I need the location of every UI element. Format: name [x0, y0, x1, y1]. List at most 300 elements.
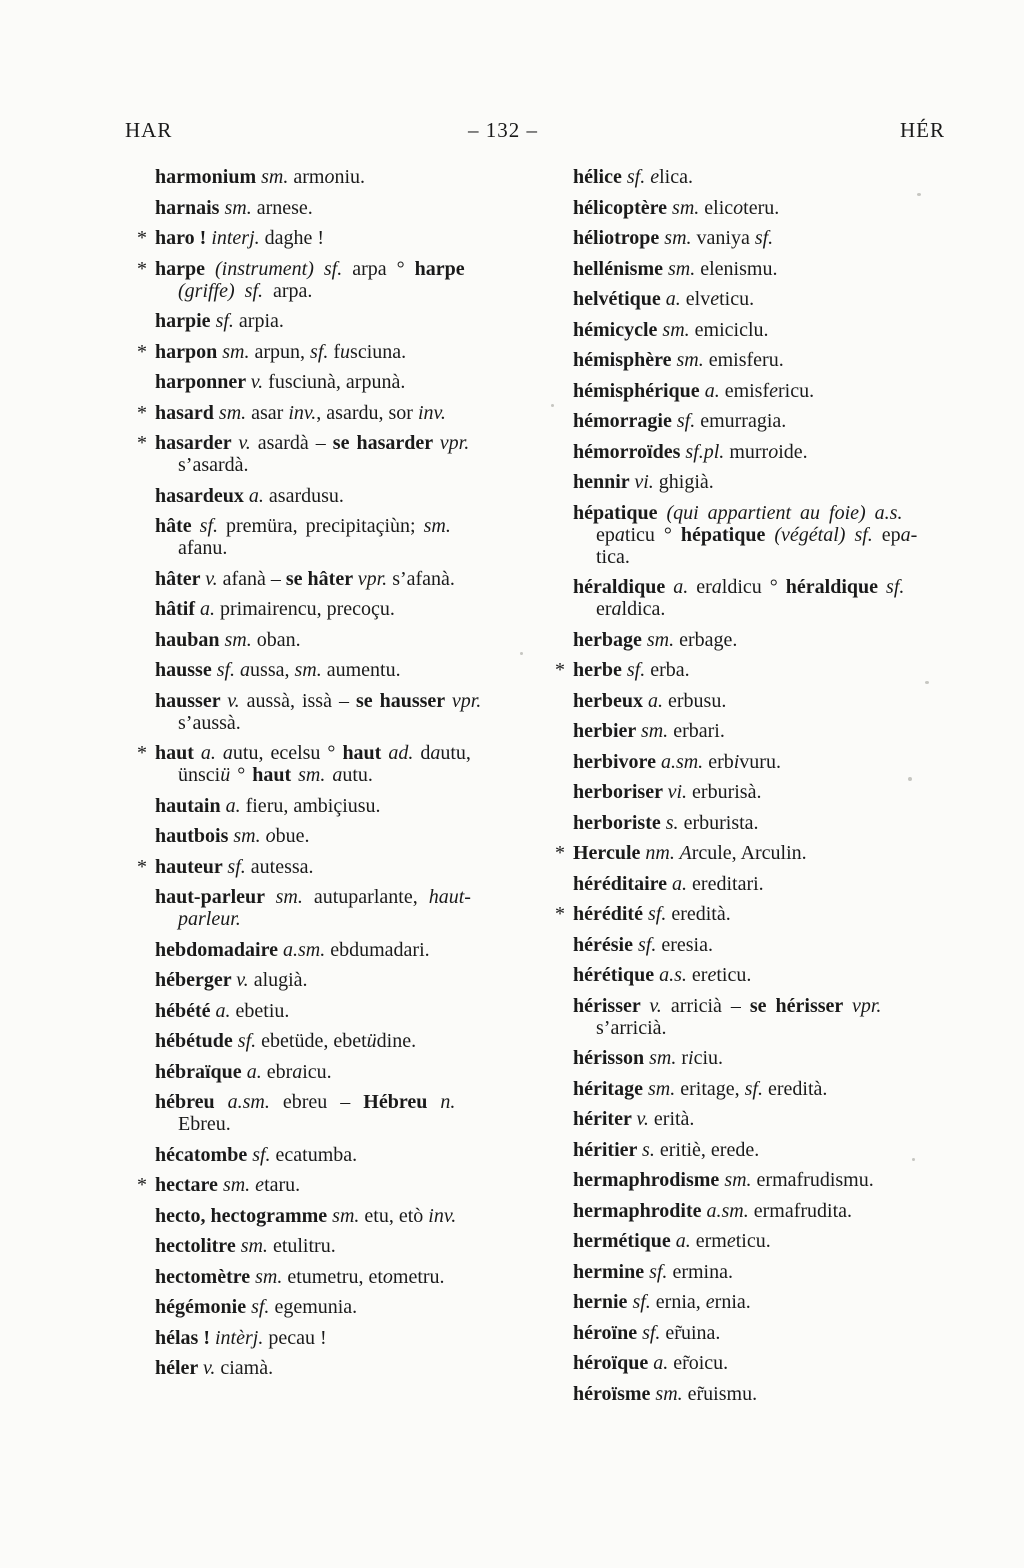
headword-text: haut: [155, 742, 201, 764]
grammar-tag-or-gloss: v.: [649, 994, 671, 1017]
translation-text: er: [691, 964, 708, 986]
dictionary-entry: [155, 886, 555, 930]
dictionary-entry: [155, 1000, 555, 1022]
grammar-tag-or-gloss: a.sm.: [282, 938, 331, 961]
grammar-tag-or-gloss: a.: [672, 872, 693, 895]
grammar-tag-or-gloss: e: [255, 1174, 265, 1196]
translation-text: ide.: [778, 440, 808, 463]
grammar-tag-or-gloss: a: [430, 742, 441, 764]
dictionary-entry: [573, 502, 1024, 568]
grammar-tag-or-gloss: sf.: [637, 933, 662, 956]
page-number: – 132 –: [468, 118, 538, 142]
headword-text: héberger: [155, 969, 237, 991]
aspirated-h-star-marker: *: [137, 1174, 147, 1196]
grammar-tag-or-gloss: sf.: [886, 576, 905, 598]
grammar-tag-or-gloss: sm.: [647, 1077, 681, 1100]
dictionary-entry: [573, 720, 1024, 742]
headword-text: herbage: [573, 628, 647, 651]
translation-text: ticu.: [719, 288, 755, 310]
headword-text: hémicycle: [573, 318, 663, 341]
grammar-tag-or-gloss: sf.: [632, 1291, 656, 1313]
dictionary-entry: [155, 310, 555, 332]
aspirated-h-star-marker: *: [555, 903, 565, 925]
translation-text: erm: [695, 1230, 727, 1252]
grammar-tag-or-gloss: sf.: [854, 523, 882, 546]
translation-text: -: [910, 523, 918, 546]
translation-text: aumentu.: [326, 659, 401, 681]
grammar-tag-or-gloss: ad.: [388, 742, 421, 764]
translation-text: taru.: [264, 1174, 301, 1196]
dictionary-entry: [573, 288, 1024, 310]
grammar-tag-or-gloss: sf.: [626, 659, 651, 681]
headword-text: hectomètre: [155, 1265, 256, 1288]
scan-speck: [917, 193, 921, 196]
dictionary-entry: [155, 1091, 555, 1135]
headword-text: herbier: [573, 720, 641, 742]
headword-text: haro !: [155, 227, 212, 249]
translation-text: alugià.: [253, 969, 308, 991]
aspirated-h-star-marker: *: [137, 432, 147, 454]
grammar-tag-or-gloss: o: [382, 1265, 393, 1288]
grammar-tag-or-gloss: a: [240, 659, 251, 681]
headword-text: hernie: [573, 1291, 633, 1313]
headword-text: haut-parleur: [155, 886, 276, 908]
translation-text: pecau !: [268, 1326, 327, 1349]
translation-text: ldicu °: [721, 576, 786, 598]
grammar-tag-or-gloss: sf.: [244, 279, 273, 302]
grammar-tag-or-gloss: e: [705, 1291, 715, 1313]
grammar-tag-or-gloss: a: [614, 523, 625, 546]
grammar-tag-or-gloss: interj.: [211, 227, 265, 249]
headword-text: hebdomadaire: [155, 938, 283, 961]
grammar-tag-or-gloss: e: [769, 379, 779, 402]
grammar-tag-or-gloss: sm.: [423, 515, 451, 537]
dictionary-entry: [573, 471, 1024, 493]
translation-text: d: [420, 742, 431, 764]
translation-text: elv: [685, 288, 711, 310]
guide-word-left: HAR: [125, 118, 173, 142]
grammar-tag-or-gloss: sm.: [662, 318, 695, 341]
dictionary-entry: [573, 781, 1024, 803]
dictionary-entry: [573, 873, 1024, 895]
headword-text: hasardeux: [155, 484, 249, 507]
grammar-tag-or-gloss: sm.: [275, 886, 314, 908]
dictionary-entry: [155, 371, 555, 393]
dictionary-entry: [137, 401, 555, 424]
headword-text: se hâter: [285, 567, 358, 590]
headword-text: hébétude: [155, 1030, 238, 1052]
translation-text: utu, ecelsu °: [232, 742, 343, 764]
translation-text: vuru.: [739, 750, 781, 773]
grammar-tag-or-gloss: sf.: [215, 310, 239, 332]
headword-text: hâte: [155, 515, 200, 537]
headword-text: hémisphère: [573, 349, 677, 371]
grammar-tag-or-gloss: ü: [366, 1030, 377, 1052]
grammar-tag-or-gloss: sm.: [724, 1169, 757, 1191]
headword-text: hémisphérique: [573, 379, 705, 402]
dictionary-entry: [137, 432, 555, 476]
dictionary-entry: [573, 441, 1024, 463]
grammar-tag-or-gloss: a.: [200, 598, 220, 620]
scan-speck: [551, 404, 554, 407]
aspirated-h-star-marker: *: [555, 659, 565, 681]
grammar-tag-or-gloss: sm.: [240, 1235, 273, 1257]
grammar-tag-or-gloss: inv.: [428, 1204, 457, 1227]
translation-text: ernia,: [655, 1291, 706, 1313]
grammar-tag-or-gloss: a.: [246, 1060, 267, 1083]
grammar-tag-or-gloss: sm.: [655, 1382, 688, 1405]
translation-text: , asardu, sor: [316, 401, 418, 424]
grammar-tag-or-gloss: ü: [220, 764, 231, 786]
translation-text: erba.: [650, 659, 690, 681]
headword-text: hérisson: [573, 1047, 650, 1069]
translation-text: erburisà.: [692, 781, 762, 803]
translation-text: asardusu.: [268, 484, 344, 507]
grammar-tag-or-gloss: nm.: [645, 842, 680, 864]
dictionary-entry: [573, 1078, 1024, 1100]
translation-text: autuparlante,: [313, 886, 429, 908]
translation-text: emisferu.: [708, 349, 784, 371]
dictionary-entry: [573, 349, 1024, 371]
dictionary-entry: [573, 166, 1024, 188]
dictionary-entry: [155, 598, 555, 620]
dictionary-entry: [155, 515, 555, 559]
translation-text: tica.: [596, 545, 630, 568]
grammar-tag-or-gloss: sm.: [664, 227, 697, 249]
headword-text: hébreu: [155, 1091, 228, 1113]
dictionary-entry: [155, 1144, 555, 1166]
dictionary-entry: [573, 812, 1024, 834]
translation-text: erbari.: [673, 720, 725, 742]
grammar-tag-or-gloss: e: [650, 166, 660, 188]
grammar-tag-or-gloss: a.sm.: [660, 750, 709, 773]
grammar-tag-or-gloss: a.: [673, 576, 697, 598]
translation-text: arnese.: [256, 196, 313, 219]
translation-text: fusciunà, arpunà.: [268, 371, 406, 393]
headword-text: hébété: [155, 999, 216, 1022]
translation-text: ereditari.: [692, 872, 764, 895]
grammar-tag-or-gloss: a.: [653, 1352, 674, 1374]
headword-text: hausse: [155, 659, 217, 681]
headword-text: héréditaire: [573, 872, 673, 895]
grammar-tag-or-gloss: A: [679, 842, 692, 864]
translation-text: lica.: [659, 166, 693, 188]
grammar-tag-or-gloss: n.: [440, 1091, 456, 1113]
translation-text: oban.: [256, 628, 301, 651]
translation-text: fieru, ambiçiusu.: [245, 794, 381, 817]
headword-text: héritier: [573, 1138, 643, 1161]
translation-text: etulitru.: [272, 1235, 336, 1257]
grammar-tag-or-gloss: sm.: [668, 257, 701, 280]
headword-text: herboriser: [573, 781, 668, 803]
dictionary-columns: [137, 166, 1024, 1413]
aspirated-h-star-marker: *: [137, 742, 147, 764]
grammar-tag-or-gloss: a.sm.: [227, 1091, 283, 1113]
dictionary-entry: [573, 1108, 1024, 1130]
translation-text: ebetüde, ebet: [261, 1030, 367, 1052]
headword-text: se hérisser: [749, 994, 852, 1017]
headword-text: hermaphrodite: [573, 1199, 707, 1222]
translation-text: ecatumba.: [275, 1143, 358, 1166]
grammar-tag-or-gloss: sm.: [332, 1204, 365, 1227]
translation-text: emiciclu.: [694, 318, 769, 341]
headword-text: hémorragie: [573, 410, 677, 432]
dictionary-entry: [155, 969, 555, 991]
dictionary-entry: [555, 659, 1024, 681]
grammar-tag-or-gloss: sf.: [237, 1030, 262, 1052]
grammar-tag-or-gloss: a.: [675, 1230, 696, 1252]
dictionary-entry: [155, 1327, 555, 1349]
grammar-tag-or-gloss: parleur.: [178, 908, 241, 930]
grammar-tag-or-gloss: u: [340, 340, 351, 363]
grammar-tag-or-gloss: sf.: [199, 515, 227, 537]
translation-text: er̃oicu.: [673, 1352, 729, 1374]
grammar-tag-or-gloss: o: [324, 166, 335, 188]
grammar-tag-or-gloss: a.: [215, 999, 236, 1022]
headword-text: hellénisme: [573, 257, 668, 280]
grammar-tag-or-gloss: v.: [250, 371, 269, 393]
grammar-tag-or-gloss: sm.: [255, 1265, 288, 1288]
translation-text: etu, etò: [364, 1204, 429, 1227]
translation-text: °: [230, 764, 253, 786]
grammar-tag-or-gloss: sf.: [227, 855, 251, 878]
grammar-tag-or-gloss: (instrument): [215, 257, 324, 280]
grammar-tag-or-gloss: a: [711, 576, 722, 598]
translation-text: eredità.: [767, 1077, 828, 1100]
headword-text: hautain: [155, 794, 226, 817]
dictionary-entry: [137, 742, 555, 786]
scan-speck: [925, 681, 929, 684]
dictionary-entry: [155, 166, 555, 188]
dictionary-entry: [155, 795, 555, 817]
translation-text: autessa.: [250, 855, 314, 878]
headword-text: se hasarder: [332, 432, 440, 454]
translation-text: metru.: [392, 1265, 445, 1288]
headword-text: héroïsme: [573, 1382, 656, 1405]
grammar-tag-or-gloss: sf.: [647, 903, 672, 925]
translation-text: elenismu.: [700, 257, 778, 280]
grammar-tag-or-gloss: o: [265, 825, 276, 847]
grammar-tag-or-gloss: v.: [236, 969, 254, 991]
translation-text: ebr: [266, 1060, 293, 1083]
dictionary-entry: [573, 1261, 1024, 1283]
translation-text: premüra, precipitaçiùn;: [226, 515, 424, 537]
grammar-tag-or-gloss: a.sm.: [706, 1199, 754, 1222]
dictionary-entry: [155, 1357, 555, 1379]
headword-text: herboriste: [573, 811, 666, 834]
grammar-tag-or-gloss: sm.: [672, 196, 705, 219]
grammar-tag-or-gloss: sm.: [218, 401, 252, 424]
translation-text: eritage,: [680, 1077, 745, 1100]
aspirated-h-star-marker: *: [137, 257, 147, 280]
headword-text: helvétique: [573, 288, 666, 310]
grammar-tag-or-gloss: sm.: [224, 628, 257, 651]
dictionary-entry: [155, 197, 555, 219]
headword-text: hasard: [155, 401, 219, 424]
dictionary-entry: [573, 227, 1024, 249]
grammar-tag-or-gloss: sm.: [676, 349, 709, 371]
grammar-tag-or-gloss: v.: [202, 1357, 221, 1379]
grammar-tag-or-gloss: s.: [665, 811, 684, 834]
dictionary-entry: [137, 257, 555, 302]
dictionary-entry: [573, 319, 1024, 341]
translation-text: ticu °: [624, 523, 681, 546]
dictionary-entry: [573, 964, 1024, 986]
headword-text: hécatombe: [155, 1143, 253, 1166]
dictionary-column-right: [555, 166, 1024, 1413]
grammar-tag-or-gloss: a.s.: [659, 964, 692, 986]
translation-text: ticu.: [735, 1230, 771, 1252]
dictionary-entry: [573, 1322, 1024, 1344]
translation-text: ebdumadari.: [330, 938, 430, 961]
grammar-tag-or-gloss: sf.: [649, 1260, 673, 1283]
translation-text: niu.: [334, 166, 366, 188]
grammar-tag-or-gloss: sf.: [216, 659, 241, 681]
dictionary-entry: [573, 1169, 1024, 1191]
dictionary-entry: [137, 340, 555, 363]
translation-text: arm: [293, 166, 325, 188]
headword-text: herbe: [573, 659, 627, 681]
translation-text: s’afanà.: [392, 567, 455, 590]
headword-text: hâter: [155, 567, 206, 590]
headword-text: héraldique: [785, 576, 887, 598]
translation-text: ermafrudismu.: [756, 1169, 874, 1191]
translation-text: er̃uismu.: [687, 1382, 758, 1405]
translation-text: eredità.: [671, 903, 731, 925]
headword-text: hectolitre: [155, 1235, 241, 1257]
grammar-tag-or-gloss: sf.: [251, 1296, 275, 1318]
dictionary-entry: [573, 1291, 1024, 1313]
translation-text: f: [333, 340, 341, 363]
dictionary-entry: [155, 485, 555, 507]
grammar-tag-or-gloss: vpr.: [851, 994, 882, 1017]
grammar-tag-or-gloss: v.: [227, 689, 247, 712]
grammar-tag-or-gloss: sm.: [222, 340, 255, 363]
translation-text: vaniya: [696, 227, 755, 249]
translation-text: ebetiu.: [235, 999, 290, 1022]
headword-text: hennir: [573, 471, 635, 493]
translation-text: erbage.: [679, 628, 738, 651]
grammar-tag-or-gloss: v.: [205, 567, 223, 590]
grammar-tag-or-gloss: v.: [238, 432, 258, 454]
page-header: [0, 118, 1024, 148]
dictionary-entry: [137, 1174, 555, 1196]
headword-text: hémorroïdes: [573, 440, 686, 463]
translation-text: etumetru, et: [287, 1265, 383, 1288]
aspirated-h-star-marker: *: [137, 227, 147, 249]
translation-text: erb: [708, 750, 734, 773]
translation-text: daghe !: [264, 227, 325, 249]
dictionary-entry: [555, 903, 1024, 925]
dictionary-entry: [155, 1296, 555, 1318]
translation-text: ciu.: [693, 1047, 724, 1069]
grammar-tag-or-gloss: sf.: [642, 1321, 666, 1344]
translation-text: utu.: [342, 764, 373, 786]
headword-text: harpie: [155, 310, 216, 332]
dictionary-entry: [155, 1205, 555, 1227]
dictionary-entry: [155, 690, 555, 734]
translation-text: ünsci: [178, 764, 221, 786]
headword-text: hériter: [573, 1108, 637, 1130]
headword-text: héraldique: [573, 576, 674, 598]
grammar-tag-or-gloss: sm.: [222, 1174, 256, 1196]
grammar-tag-or-gloss: (griffe): [178, 279, 245, 302]
grammar-tag-or-gloss: a.: [200, 742, 223, 764]
grammar-tag-or-gloss: inv.: [288, 401, 317, 424]
headword-text: harpon: [155, 340, 223, 363]
translation-text: afanà –: [222, 567, 286, 590]
grammar-tag-or-gloss: a.: [665, 288, 686, 310]
grammar-tag-or-gloss: i: [733, 750, 740, 773]
translation-text: elic: [704, 196, 734, 219]
grammar-tag-or-gloss: a.: [704, 379, 725, 402]
grammar-tag-or-gloss: a.: [225, 794, 246, 817]
grammar-tag-or-gloss: sm.: [233, 825, 266, 847]
headword-text: hausser: [155, 689, 228, 712]
translation-text: erbusu.: [668, 689, 727, 712]
grammar-tag-or-gloss: sf.: [744, 1077, 768, 1100]
grammar-tag-or-gloss: (végétal): [774, 523, 855, 546]
grammar-tag-or-gloss: (qui appartient au foie) a.s.: [666, 501, 903, 524]
translation-text: asar: [251, 401, 289, 424]
grammar-tag-or-gloss: i: [688, 1047, 694, 1069]
dictionary-entry: [573, 380, 1024, 402]
headword-text: héliotrope: [573, 227, 665, 249]
dictionary-entry: [573, 410, 1024, 432]
translation-text: teru.: [743, 196, 780, 219]
dictionary-entry: [573, 1352, 1024, 1374]
headword-text: haut: [252, 764, 299, 786]
headword-text: hecto, hectogramme: [155, 1204, 333, 1227]
headword-text: hermine: [573, 1260, 650, 1283]
headword-text: harpe: [414, 257, 465, 280]
translation-text: emisf: [724, 379, 770, 402]
headword-text: hermaphrodisme: [573, 1169, 725, 1191]
headword-text: héroïne: [573, 1321, 643, 1344]
dictionary-entry: [155, 825, 555, 847]
headword-text: harpe: [155, 257, 215, 280]
grammar-tag-or-gloss: vi.: [634, 471, 659, 493]
translation-text: r: [681, 1047, 689, 1069]
grammar-tag-or-gloss: a: [900, 523, 911, 546]
grammar-tag-or-gloss: vpr.: [357, 567, 393, 590]
aspirated-h-star-marker: *: [555, 842, 565, 864]
headword-text: hélicoptère: [573, 196, 673, 219]
translation-text: s’asardà.: [178, 454, 249, 476]
grammar-tag-or-gloss: a.: [648, 689, 668, 712]
grammar-tag-or-gloss: sf.: [676, 410, 701, 432]
scan-speck: [520, 652, 523, 655]
headword-text: hautbois: [155, 825, 234, 847]
translation-text: rcule, Arculin.: [691, 842, 807, 864]
headword-text: hauban: [155, 628, 225, 651]
grammar-tag-or-gloss: o: [768, 440, 779, 463]
translation-text: er: [596, 598, 612, 620]
translation-text: Ebreu.: [178, 1113, 231, 1135]
headword-text: haut: [342, 742, 389, 764]
aspirated-h-star-marker: *: [137, 855, 147, 878]
headword-text: hélice: [573, 166, 627, 188]
dictionary-entry: [573, 629, 1024, 651]
grammar-tag-or-gloss: sf.: [310, 340, 334, 363]
translation-text: asardà –: [257, 432, 333, 454]
dictionary-entry: [155, 1030, 555, 1052]
translation-text: s’arricià.: [596, 1016, 667, 1039]
aspirated-h-star-marker: *: [137, 340, 147, 363]
dictionary-entry: [573, 258, 1024, 280]
translation-text: ldica.: [621, 598, 666, 620]
grammar-tag-or-gloss: e: [707, 964, 717, 986]
